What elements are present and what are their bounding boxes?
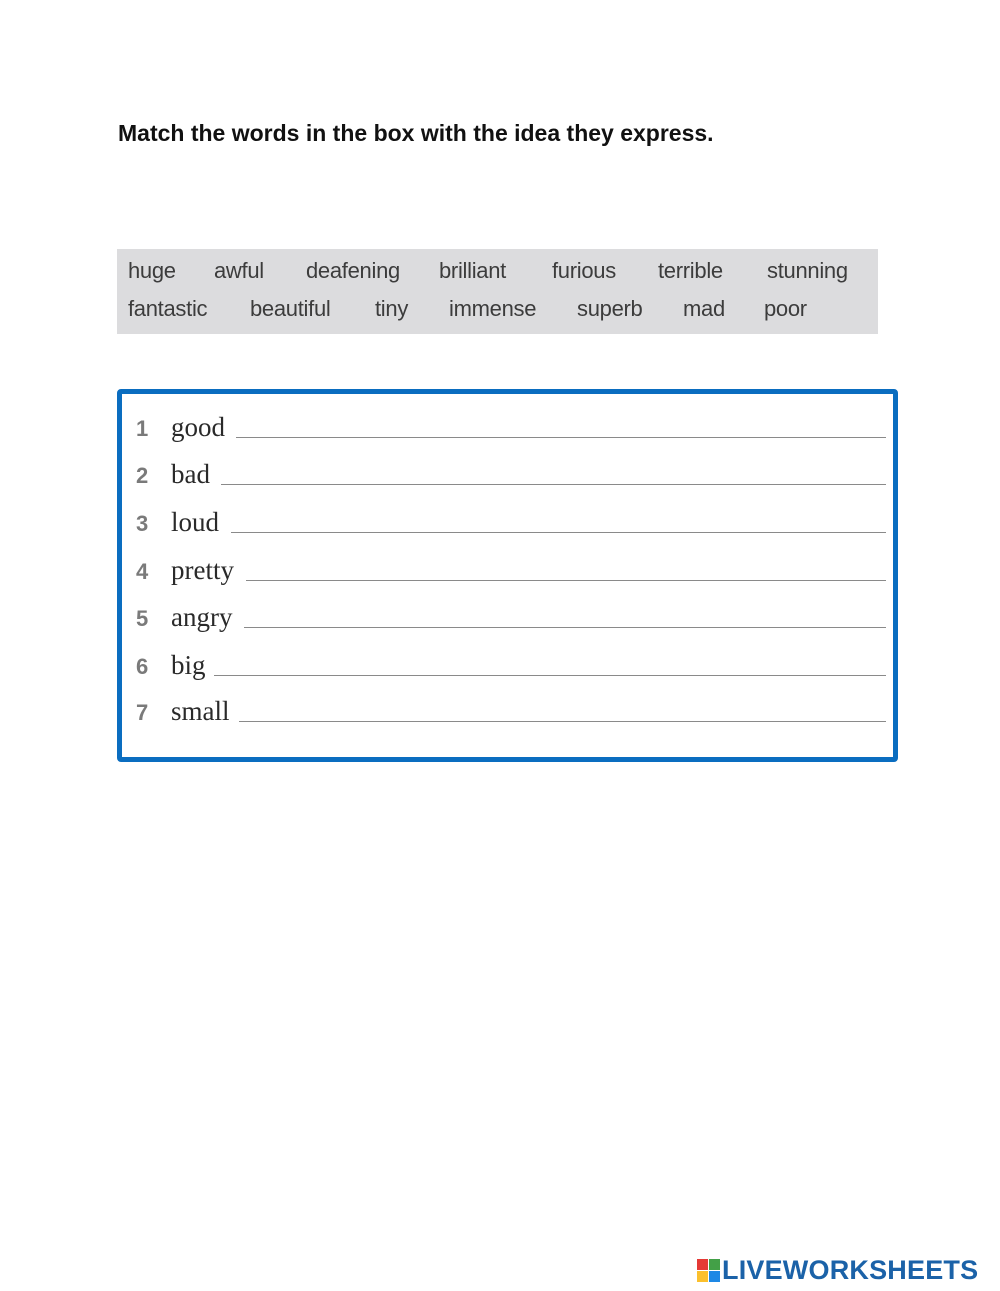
answer-line[interactable]	[214, 675, 886, 676]
item-number: 6	[136, 654, 149, 679]
word-deafening: deafening	[306, 258, 400, 283]
liveworksheets-logo-icon	[697, 1259, 720, 1282]
word-huge: huge	[128, 258, 176, 283]
answer-row	[122, 410, 893, 446]
liveworksheets-logo[interactable]	[697, 1255, 978, 1285]
answer-row	[122, 694, 893, 730]
logo-square-green	[709, 1259, 720, 1270]
logo-square-yellow	[697, 1271, 708, 1282]
word-furious: furious	[552, 258, 616, 283]
word-fantastic: fantastic	[128, 296, 208, 321]
answer-row	[122, 457, 893, 493]
answer-line[interactable]	[246, 580, 886, 581]
item-word: loud	[171, 507, 220, 537]
item-word: big	[171, 650, 206, 680]
logo-text: LIVEWORKSHEETS	[722, 1254, 979, 1285]
answer-line[interactable]	[221, 484, 886, 485]
item-number: 2	[136, 463, 149, 488]
item-number: 1	[136, 416, 149, 441]
answer-row	[122, 505, 893, 541]
answer-line[interactable]	[244, 627, 886, 628]
item-number: 7	[136, 700, 149, 725]
instruction-heading: Match the words in the box with the idea they express.	[118, 120, 714, 146]
logo-square-blue	[709, 1271, 720, 1282]
answer-line[interactable]	[236, 437, 886, 438]
item-number: 5	[136, 606, 149, 631]
answer-box	[117, 389, 898, 762]
answer-line[interactable]	[239, 721, 886, 722]
logo-square-red	[697, 1259, 708, 1270]
item-word: small	[171, 696, 230, 726]
word-superb: superb	[577, 296, 643, 321]
word-tiny: tiny	[375, 296, 409, 321]
item-word: good	[171, 412, 225, 442]
item-number: 3	[136, 511, 149, 536]
word-mad: mad	[683, 296, 725, 321]
word-terrible: terrible	[658, 258, 723, 283]
item-word: bad	[171, 459, 210, 489]
item-number: 4	[136, 559, 149, 584]
word-poor: poor	[764, 296, 807, 321]
word-beautiful: beautiful	[250, 296, 331, 321]
item-word: pretty	[171, 555, 234, 585]
word-brilliant: brilliant	[439, 258, 506, 283]
item-word: angry	[171, 602, 233, 632]
answer-row	[122, 648, 893, 684]
word-immense: immense	[449, 296, 537, 321]
answer-row	[122, 600, 893, 636]
word-stunning: stunning	[767, 258, 848, 283]
answer-line[interactable]	[231, 532, 886, 533]
word-awful: awful	[214, 258, 264, 283]
answer-row	[122, 553, 893, 589]
word-box	[117, 249, 878, 334]
